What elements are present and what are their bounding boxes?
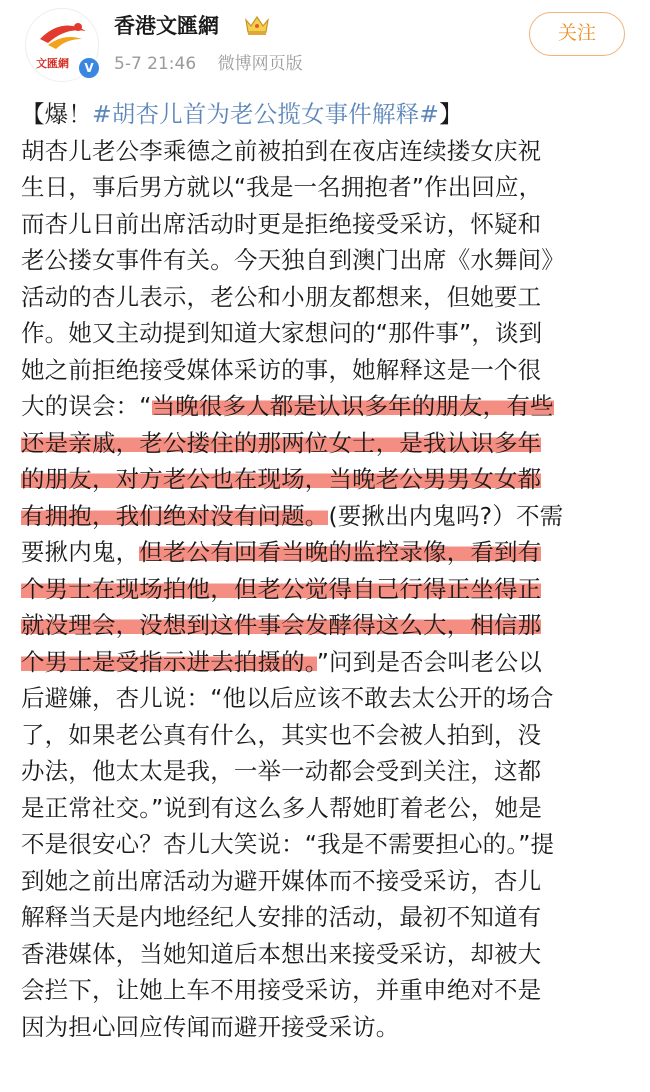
post-line [21,461,633,498]
post-line [21,899,633,936]
post-text: 胡杏儿老公李乘德之前被拍到在夜店连续搂女庆祝 [21,136,542,165]
post-line [21,790,633,827]
post-text: (要揪出内鬼吗?）不需 [328,501,564,530]
post-line [21,680,633,717]
post-text: 后避嫌，杏儿说：“他以后应该不敢去太公开的场合 [21,684,554,712]
post-line [21,352,633,389]
post-text: 活动的杏儿表示，老公和小朋友都想来，但她要工 [21,282,542,311]
post-text: 不是很安心？杏儿大笑说：“我是不需要担心的。”提 [21,830,555,858]
post-line [21,571,633,608]
highlighted-text: 就没理会，没想到这件事会发酵得这么大，相信那 [21,611,542,639]
post-text: 【爆！ [21,100,92,128]
post-line [21,717,633,754]
highlighted-text: 还是亲戚，老公搂住的那两位女士，是我认识多年 [21,428,542,457]
post-text: 会拦下，让她上车不用接受采访，并重申绝对不是 [21,976,542,1004]
post-line [21,826,633,863]
post-text: 香港媒体，当她知道后本想出来接受采访，却被大 [21,939,542,968]
follow-button[interactable]: 关注 [529,12,625,56]
post-text: 办法，他太太是我，一举一动都会受到关注，这都 [21,757,542,785]
highlighted-text: 个男士在现场拍他，但老公觉得自己行得正坐得正 [21,574,542,603]
post-text: 】 [439,100,463,128]
post-text: 解释当天是内地经纪人安排的活动，最初不知道有 [21,903,542,931]
post-line [21,388,633,425]
highlighted-text: 有拥抱，我们绝对没有问题。 [21,501,329,530]
post-line [21,279,633,316]
timestamp[interactable]: 5-7 21:46 [114,54,197,74]
topic-hashtag-link[interactable]: #胡杏儿首为老公揽女事件解释# [91,100,440,128]
post-text: 而杏儿日前出席活动时更是拒绝接受采访，怀疑和 [21,209,542,238]
post-line [21,753,633,790]
post-line [21,936,633,973]
username[interactable]: 香港文匯網 [114,14,219,38]
post-text: 生日，事后男方就以“我是一名拥抱者”作出回应， [21,173,543,201]
post-line [21,644,633,681]
source: 微博网页版 [217,54,303,74]
post-line [21,425,633,462]
post-line [21,1009,633,1046]
post-text: 她之前拒绝接受媒体采访的事，她解释这是一个很 [21,355,542,384]
post-line [21,863,633,900]
post-text: 到她之前出席活动为避开媒体而不接受采访，杏儿 [21,866,542,895]
post-text: 了，如果老公真有什么，其实也不会被人拍到，没 [21,720,542,749]
crown-badge-icon[interactable] [243,13,271,37]
post-line [21,96,633,133]
post-text: 作。她又主动提到知道大家想问的“那件事”，谈到 [21,319,543,347]
verified-badge-icon: V [77,56,101,80]
highlighted-text: 个男士是受指示进去拍摄的。 [21,647,317,676]
post-text: 要揪内鬼， [21,538,140,566]
highlighted-text: 但老公有回看当晚的监控录像，看到有 [139,538,542,566]
post-header [0,0,650,90]
post-line [21,315,633,352]
post-text: ”问到是否会叫老公以 [316,647,542,676]
avatar-text: 文匯網 [36,57,69,70]
highlighted-text: 当晚很多人都是认识多年的朋友，有些 [151,392,554,420]
post-line [21,133,633,170]
post-line [21,534,633,571]
post-line [21,242,633,279]
post-text: 老公搂女事件有关。今天独自到澳门出席《水舞间》 [21,246,565,274]
highlighted-text: 的朋友，对方老公也在现场，当晚老公男男女女都 [21,465,542,493]
post-line [21,972,633,1009]
post-text: 大的误会：“ [21,392,152,420]
post-line [21,607,633,644]
post-line [21,169,633,206]
post-body [21,96,633,1045]
post-line [21,498,633,535]
post-line [21,206,633,243]
post-text: 是正常社交。”说到有这么多人帮她盯着老公，她是 [21,793,542,822]
post-text: 因为担心回应传闻而避开接受采访。 [21,1012,400,1041]
post-meta [114,49,319,74]
